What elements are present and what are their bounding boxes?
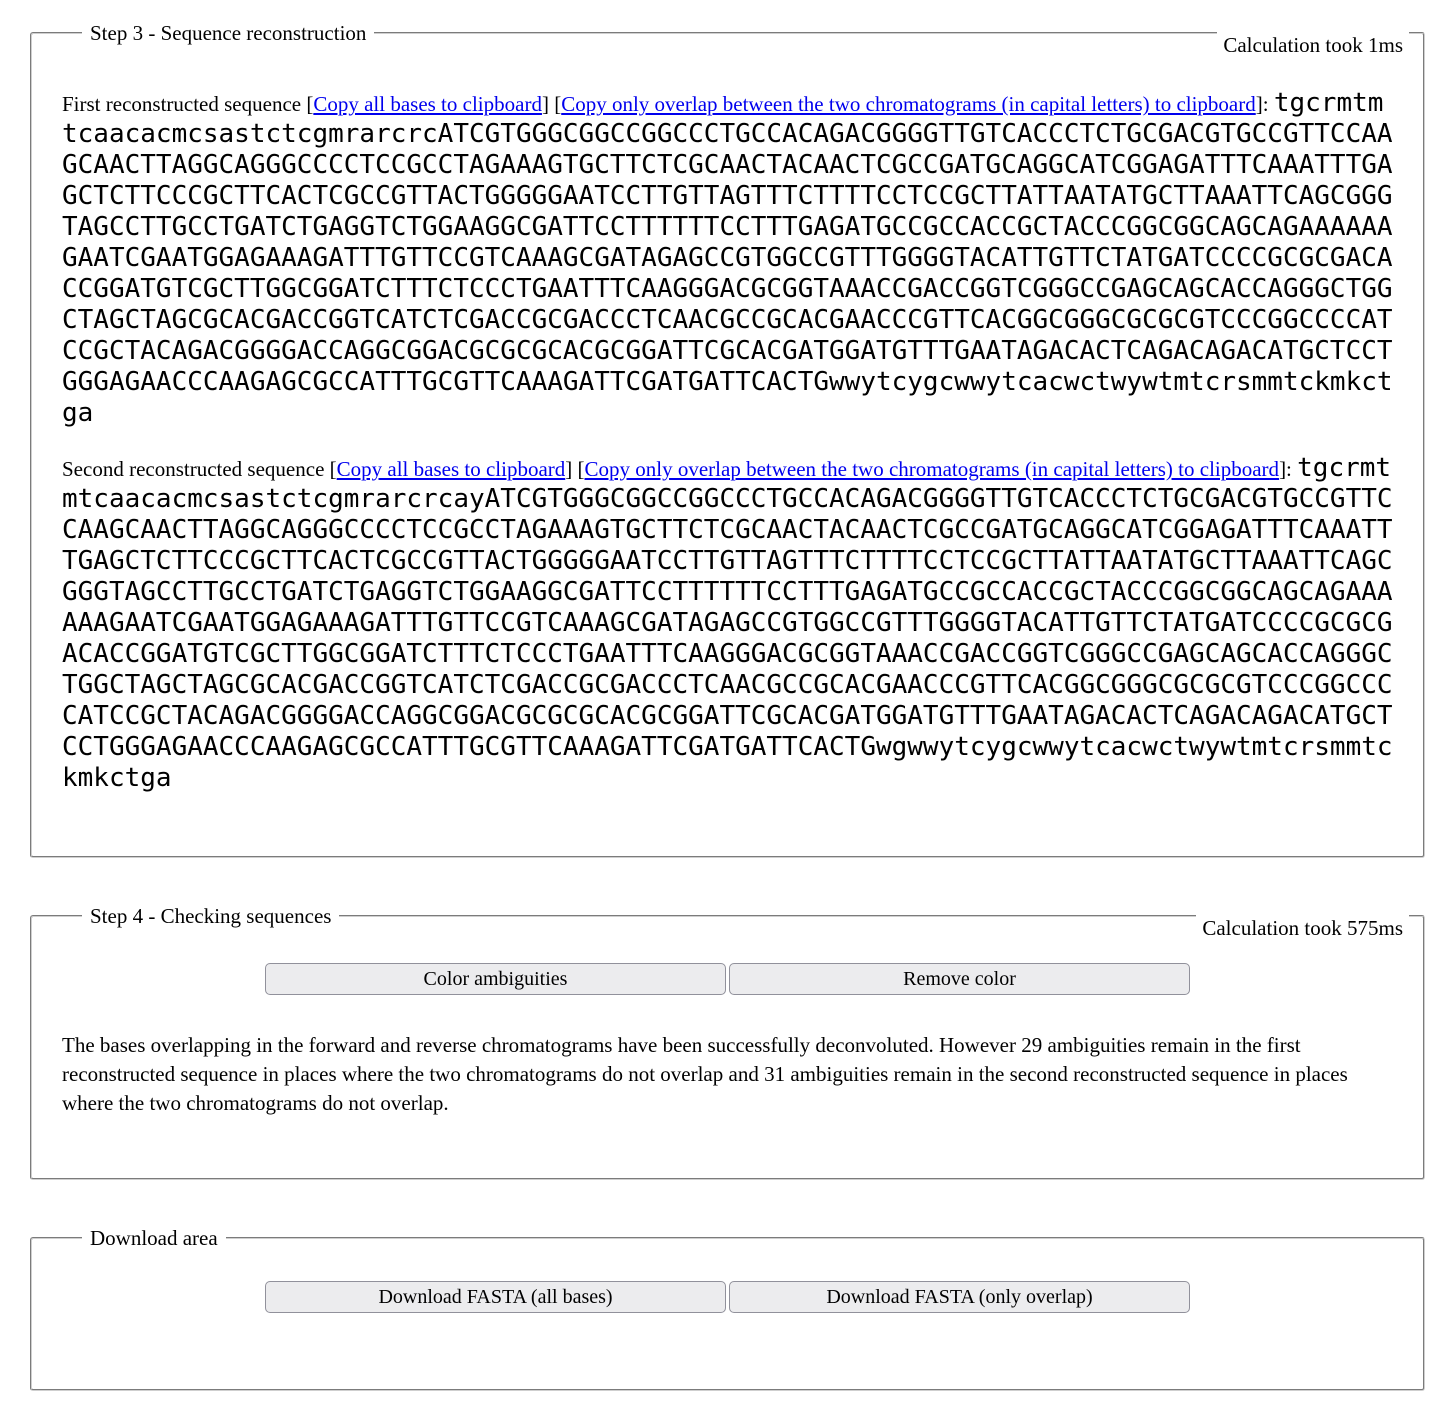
second-copy-overlap-link[interactable]: Copy only overlap between the two chromatograms (in capital letters) to clipboard <box>584 457 1280 481</box>
step4-legend: Step 4 - Checking sequences <box>90 904 332 928</box>
step3-legend: Step 3 - Sequence reconstruction <box>90 21 367 45</box>
step4-calculation-time: Calculation took 575ms <box>1196 914 1409 942</box>
download-fasta-only-overlap-button[interactable]: Download FASTA (only overlap) <box>729 1281 1190 1313</box>
second-sequence-label: Second reconstructed sequence [ <box>62 457 337 481</box>
bracket-separator: ] [ <box>565 457 585 481</box>
first-sequence-text: tgcrmtmtcaacacmcsastctcgmrarcrcATCGTGGGCGGCCGGCCCTGCCACAGACGGGGTTGTCACCCTCTGCGACGTGCCGTTCCAAGCAACTTAGGCAGGGCCCCTCCGCCTAGAAAGTGCTTCTCGCAACTACAACTCGCCGATGCAGGCATCGGAGATTTCAAATTTGAGCTCTTCCCGCTTCACTCGCCGTTACTGGGGGAATCCTTGTTAGTTTCTTTTCCTCCGCTTATTAATATGCTTAAATTCAGCGGGTAGCCTTGCCTGATCTGAGGTCTGGAAGGCGATTCCTTTTTTCCTTTGAGATGCCGCCACCGCTACCCGGCGGCAGCAGAAAAAAGAATCGAATGGAGAAAGATTTGTTCCGTCAAAGCGATAGAGCCGTGGCCGTTTGGGGTACATTGTTCTATGATCCCCGCGCGACACCGGATGTCGCTTGGCGGATCTTTCTCCCTGAATTTCAAGGGACGCGGTAAACCGACCGGTCGGGCCGAGCAGCACCAGGGCTGGCTAGCTAGCGCACGACCGGTCATCTCGACCGCGACCCTCAACGCCGCACGAACCCGTTCACGGCGGGCGCGCGTCCCGGCCCCATCCGCTACAGACGGGGACCAGGCGGACGCGCGCACGCGGATTCGCACGATGGATGTTTGAATAGACACTCAGACAGACATGCTCCTGGGAGAACCCAAGAGCGCCATTTGCGTTCAAAGATTCGATGATTCACTGwwytcygcwwytcacwctwywtmtcrsmmtckmkctga <box>62 88 1393 428</box>
download-area-legend: Download area <box>90 1226 218 1250</box>
checking-result-message: The bases overlapping in the forward and reverse chromatograms have been successfully deconvoluted. However 29 ambiguities remain in the first reconstructed sequence in places where the two chromatograms do not overlap and 31 ambiguities remain in the second reconstructed sequence in places where the two chromatograms do not overlap. <box>62 1033 1348 1115</box>
step3-calculation-time: Calculation took 1ms <box>1217 31 1409 59</box>
first-reconstructed-sequence-block <box>62 88 1393 429</box>
step4-section <box>30 903 1425 1180</box>
label-colon: ]: <box>1279 457 1298 481</box>
label-colon: ]: <box>1255 92 1274 116</box>
page <box>30 20 1425 1391</box>
first-sequence-label: First reconstructed sequence [ <box>62 92 314 116</box>
step3-section <box>30 20 1425 858</box>
first-copy-overlap-link[interactable]: Copy only overlap between the two chromatograms (in capital letters) to clipboard <box>561 92 1256 116</box>
second-sequence-text: tgcrmtmtcaacacmcsastctcgmrarcrcayATCGTGGGCGGCCGGCCCTGCCACAGACGGGGTTGTCACCCTCTGCGACGTGCCGTTCCAAGCAACTTAGGCAGGGCCCCTCCGCCTAGAAAGTGCTTCTCGCAACTACAACTCGCCGATGCAGGCATCGGAGATTTCAAATTTGAGCTCTTCCCGCTTCACTCGCCGTTACTGGGGGAATCCTTGTTAGTTTCTTTTCCTCCGCTTATTAATATGCTTAAATTCAGCGGGTAGCCTTGCCTGATCTGAGGTCTGGAAGGCGATTCCTTTTTTCCTTTGAGATGCCGCCACCGCTACCCGGCGGCAGCAGAAAAAAGAATCGAATGGAGAAAGATTTGTTCCGTCAAAGCGATAGAGCCGTGGCCGTTTGGGGTACATTGTTCTATGATCCCCGCGCGACACCGGATGTCGCTTGGCGGATCTTTCTCCCTGAATTTCAAGGGACGCGGTAAACCGACCGGTCGGGCCGAGCAGCACCAGGGCTGGCTAGCTAGCGCACGACCGGTCATCTCGACCGCGACCCTCAACGCCGCACGAACCCGTTCACGGCGGGCGCGCGTCCCGGCCCCATCCGCTACAGACGGGGACCAGGCGGACGCGCGCACGCGGATTCGCACGATGGATGTTTGAATAGACACTCAGACAGACATGCTCCTGGGAGAACCCAAGAGCGCCATTTGCGTTCAAAGATTCGATGATTCACTGwgwwytcygcwwytcacwctwywtmtcrsmmtckmkctga <box>62 453 1393 793</box>
color-ambiguities-button[interactable]: Color ambiguities <box>265 963 726 995</box>
download-button-row <box>62 1281 1393 1313</box>
second-copy-all-bases-link[interactable]: Copy all bases to clipboard <box>336 457 566 481</box>
step4-button-row <box>62 963 1393 995</box>
first-copy-all-bases-link[interactable]: Copy all bases to clipboard <box>313 92 542 116</box>
download-area-section <box>30 1225 1425 1391</box>
remove-color-button[interactable]: Remove color <box>729 963 1190 995</box>
bracket-separator: ] [ <box>541 92 562 116</box>
second-reconstructed-sequence-block <box>62 453 1393 794</box>
download-fasta-all-bases-button[interactable]: Download FASTA (all bases) <box>265 1281 726 1313</box>
